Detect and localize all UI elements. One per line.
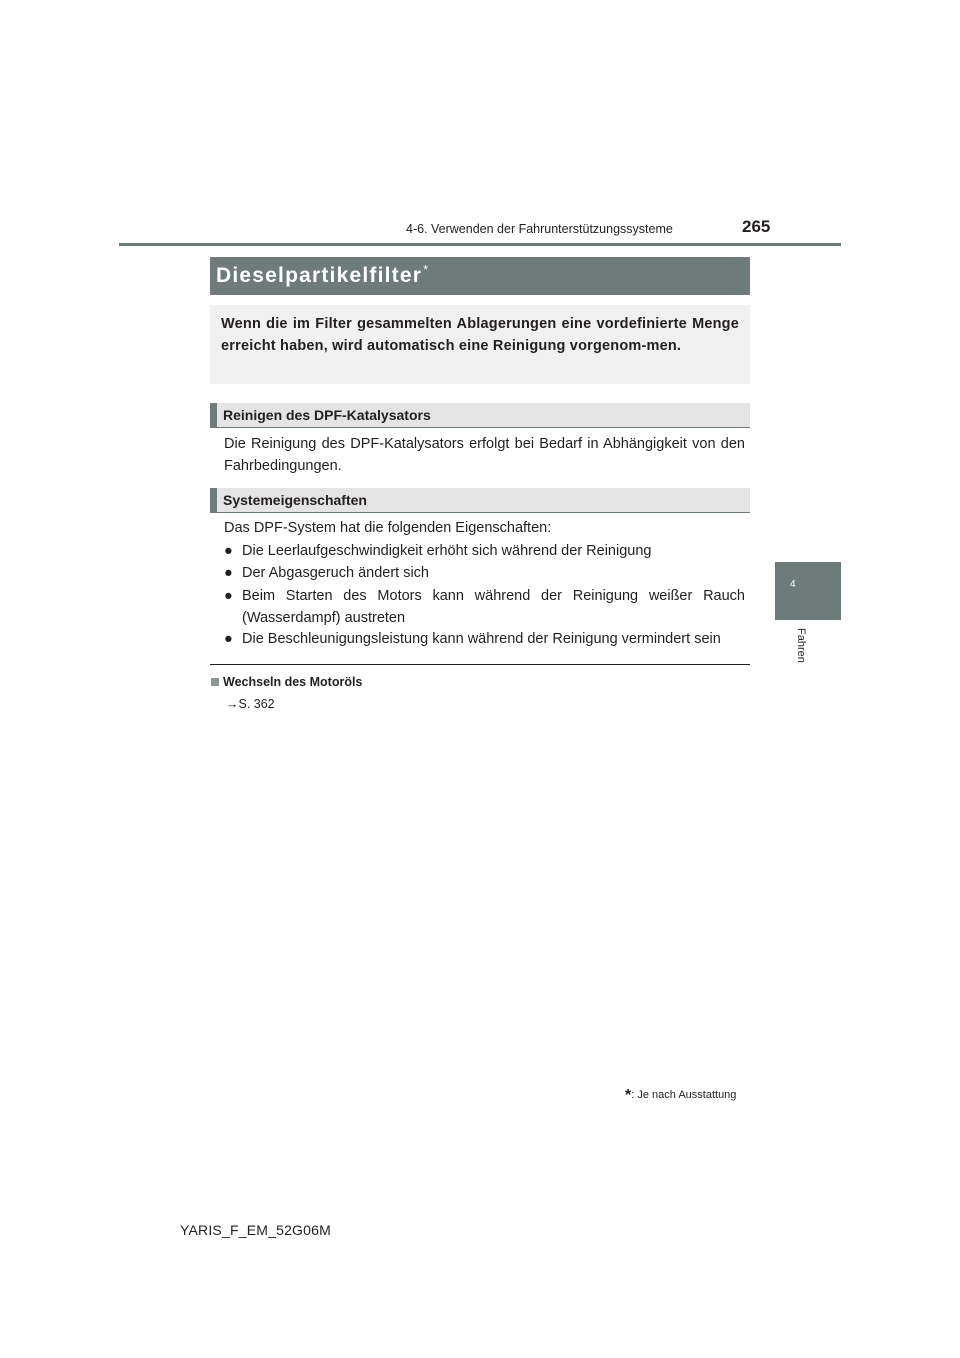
footnote (625, 1087, 736, 1105)
page-reference-text: S. 362 (238, 697, 275, 711)
section-heading-label: Systemeigenschaften (223, 492, 367, 508)
list-item-text: Die Beschleunigungsleistung kann während der Reinigung vermindert sein (242, 631, 721, 647)
bullet-icon: ● (224, 543, 233, 559)
section-heading-cleaning (210, 403, 750, 428)
list-item-text: Beim Starten des Motors kann während der Reinigung weißer Rauch (Wasserdampf) austreten (242, 588, 745, 626)
bullet-icon: ● (224, 565, 233, 581)
page-reference-link[interactable] (226, 697, 275, 711)
square-bullet-icon (211, 678, 219, 686)
notes-divider (210, 664, 750, 665)
header-section-title: 4-6. Verwenden der Fahrunterstützungssysteme (406, 222, 673, 236)
document-code: YARIS_F_EM_52G06M (180, 1222, 331, 1238)
page-number: 265 (742, 217, 771, 236)
chapter-tab (775, 562, 841, 620)
properties-intro: Das DPF-System hat die folgenden Eigenschaften: (224, 520, 552, 536)
list-item-text: Die Leerlaufgeschwindigkeit erhöht sich während der Reinigung (242, 543, 652, 559)
chapter-label: Fahren (795, 628, 807, 663)
footnote-text: : Je nach Ausstattung (631, 1089, 737, 1101)
intro-text: Wenn die im Filter gesammelten Ablagerungen eine vordefinierte Menge erreicht haben, wird automatisch eine Reinigung vorgenom-men. (221, 316, 739, 354)
chapter-number: 4 (790, 579, 796, 590)
list-item-text: Der Abgasgeruch ändert sich (242, 565, 429, 581)
section-heading-marker (210, 403, 217, 427)
cleaning-paragraph: Die Reinigung des DPF-Katalysators erfolgt bei Bedarf in Abhängigkeit von den Fahrbedingungen. (224, 436, 745, 474)
equipment-marker: * (423, 262, 430, 277)
note-title-text: Wechseln des Motoröls (223, 675, 363, 689)
section-heading-properties (210, 488, 750, 513)
arrow-right-icon: → (226, 697, 239, 711)
page-title-text: Dieselpartikelfilter (216, 264, 423, 287)
page-title (216, 262, 429, 288)
bullet-icon: ● (224, 588, 233, 604)
footnote-marker: * (625, 1087, 632, 1104)
header-divider (119, 243, 841, 246)
note-title (211, 675, 362, 689)
section-heading-label: Reinigen des DPF-Katalysators (223, 407, 431, 423)
bullet-icon: ● (224, 631, 233, 647)
section-heading-marker (210, 488, 217, 512)
